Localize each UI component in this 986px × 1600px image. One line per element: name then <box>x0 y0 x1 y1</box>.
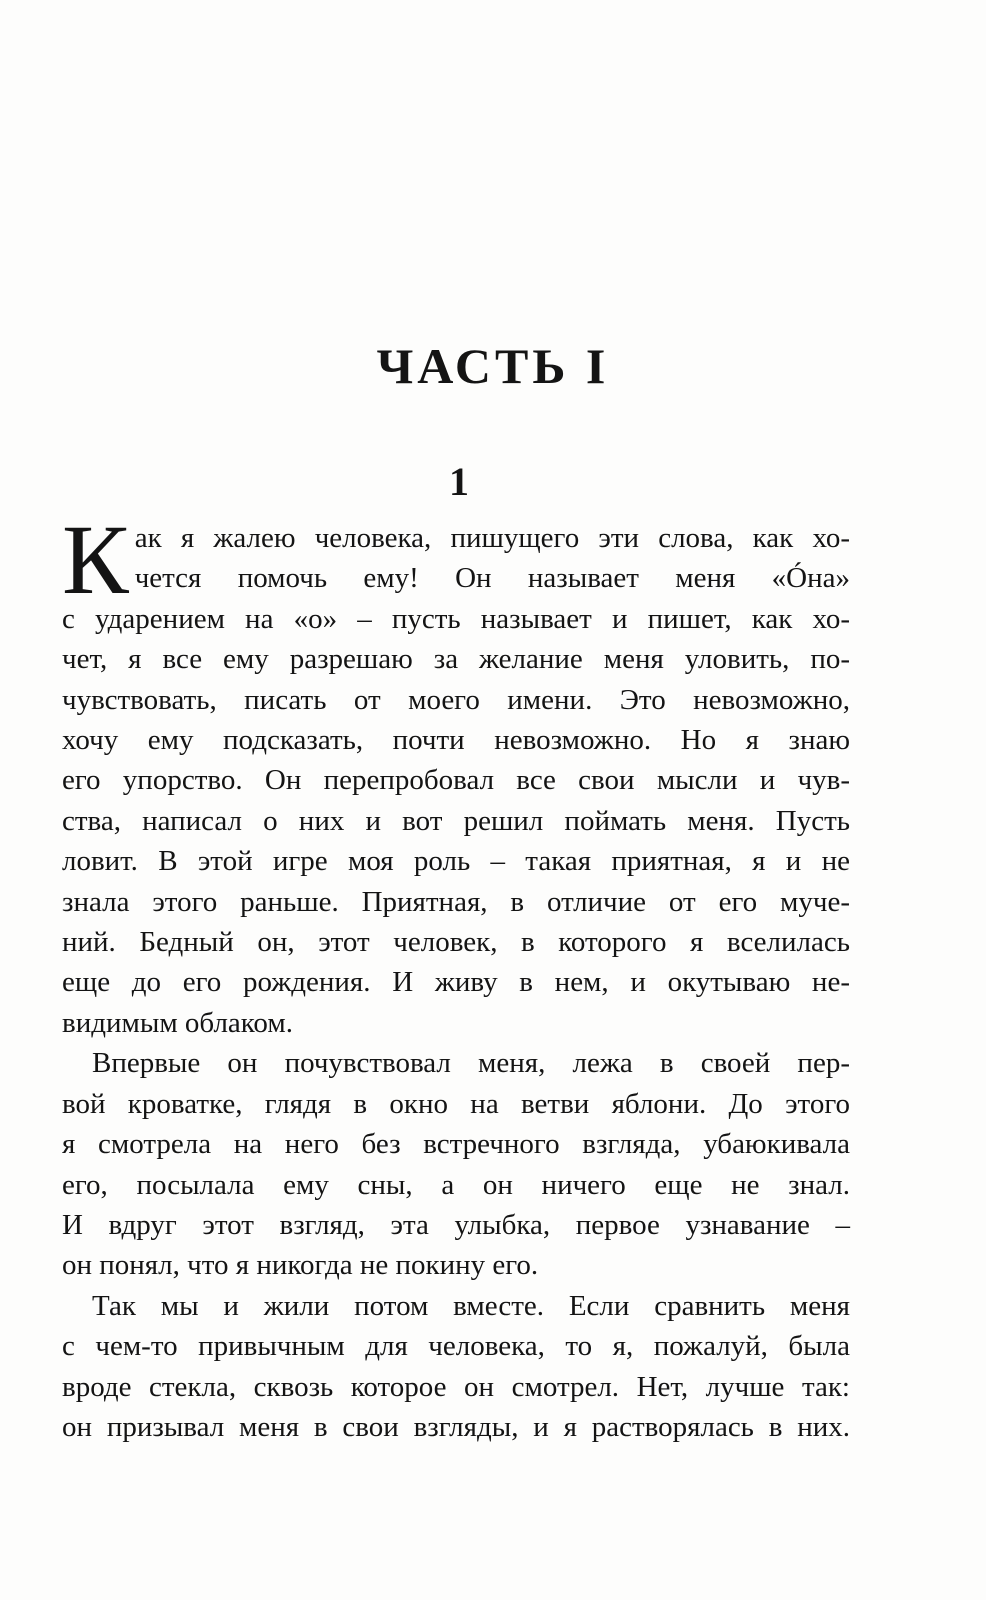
text-line: знала этого раньше. Приятная, в отличие от его муче- <box>62 885 850 918</box>
text-line: он призывал меня в свои взгляды, и я растворялась в них. <box>62 1410 850 1443</box>
text-line: ак я жалею человека, пишущего эти слова, как хо- <box>134 522 850 554</box>
text-line: чется помочь ему! Он называет меня «Óна» <box>134 562 850 595</box>
drop-cap-letter: К <box>62 504 129 615</box>
text-line: вой кроватке, глядя в окно на ветви яблони. До этого <box>62 1087 850 1120</box>
text-line: с ударением на «о» – пусть называет и пишет, как хо- <box>62 602 850 635</box>
text-line: его, посылала ему сны, а он ничего еще не знал. <box>62 1168 850 1201</box>
text-line: хочу ему подсказать, почти невозможно. Но я знаю <box>62 724 850 757</box>
text-line: еще до его рождения. И живу в нем, и окутываю не- <box>62 966 850 999</box>
body-text <box>62 504 850 1447</box>
text-line: его упорство. Он перепробовал все свои мысли и чув- <box>62 764 850 797</box>
part-title: ЧАСТЬ I <box>376 338 610 394</box>
text-line: Впервые он почувствовал меня, лежа в своей пер- <box>92 1047 850 1080</box>
text-line: ловит. В этой игре моя роль – такая приятная, я и не <box>62 845 850 878</box>
paragraph-2 <box>62 1043 850 1285</box>
text-line: И вдруг этот взгляд, эта улыбка, первое узнавание – <box>62 1208 850 1241</box>
text-line: он понял, что я никогда не покину его. <box>62 1249 539 1282</box>
paragraph-3 <box>62 1286 850 1448</box>
text-line: видимым облаком. <box>62 1006 293 1039</box>
chapter-number: 1 <box>449 459 469 504</box>
text-line: ний. Бедный он, этот человек, в которого я вселилась <box>62 926 850 959</box>
text-line: я смотрела на него без встречного взгляда, убаюкивала <box>62 1128 850 1161</box>
text-line: чувствовать, писать от моего имени. Это невозможно, <box>62 683 850 716</box>
text-line: Так мы и жили потом вместе. Если сравнить меня <box>92 1289 850 1322</box>
text-line: вроде стекла, сквозь которое он смотрел. Нет, лучше так: <box>62 1370 850 1403</box>
paragraph-1 <box>62 504 850 1043</box>
text-line: ства, написал о них и вот решил поймать меня. Пусть <box>62 804 850 837</box>
text-line: чет, я все ему разрешаю за желание меня уловить, по- <box>62 643 850 676</box>
text-line: с чем-то привычным для человека, то я, пожалуй, была <box>62 1330 850 1363</box>
